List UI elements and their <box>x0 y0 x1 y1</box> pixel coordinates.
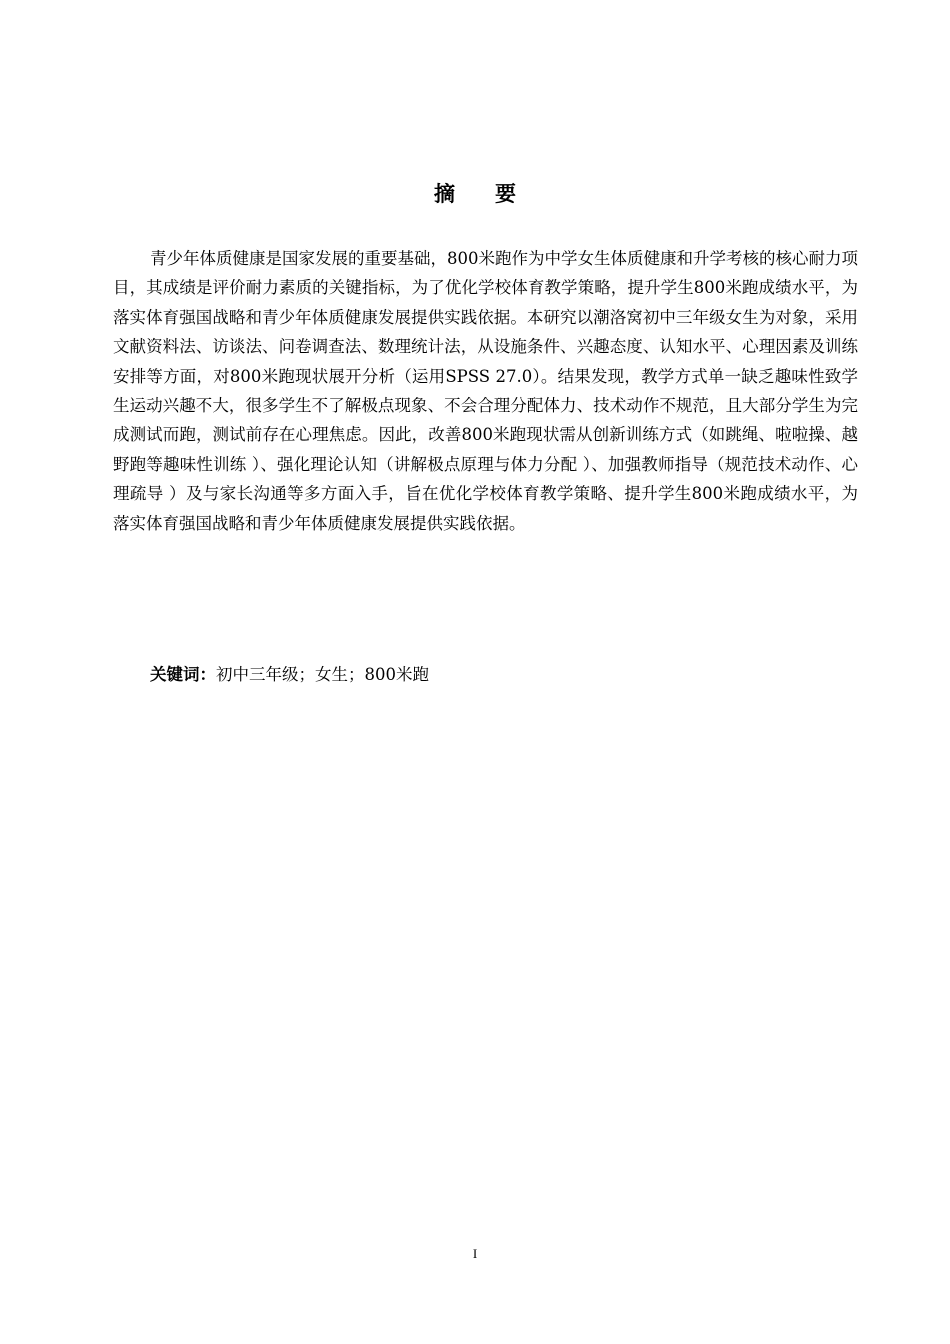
keywords-text: 初中三年级；女生；800米跑 <box>216 665 429 684</box>
abstract-title: 摘要 <box>434 182 556 206</box>
page-number: I <box>472 1246 478 1261</box>
keywords-label: 关键词： <box>150 665 216 684</box>
keywords-line <box>150 660 850 689</box>
abstract-body: 青少年体质健康是国家发展的重要基础，800米跑作为中学女生体质健康和升学考核的核心耐力项目，其成绩是评价耐力素质的关键指标，为了优化学校体育教学策略，提升学生800米跑成绩水平，为落实体育强国战略和青少年体质健康发展提供实践依据。本研究以潮洛窝初中三年级女生为对象，采用文献资料法、访谈法、问卷调查法、数理统计法，从设施条件、兴趣态度、认知水平、心理因素及训练安排等方面，对800米跑现状展开分析（运用SPSS 27.0）。结果发现，教学方式单一缺乏趣味性致学生运动兴趣不大，很多学生不了解极点现象、不会合理分配体力、技术动作不规范，且大部分学生为完成测试而跑，测试前存在心理焦虑。因此，改善800米跑现状需从创新训练方式（如跳绳、啦啦操、越野跑等趣味性训练 ）、强化理论认知（讲解极点原理与体力分配 ）、加强教师指导（规范技术动作、心理疏导 ）及与家长沟通等多方面入手，旨在优化学校体育教学策略、提升学生800米跑成绩水平，为落实体育强国战略和青少年体质健康发展提供实践依据。 <box>113 249 858 533</box>
